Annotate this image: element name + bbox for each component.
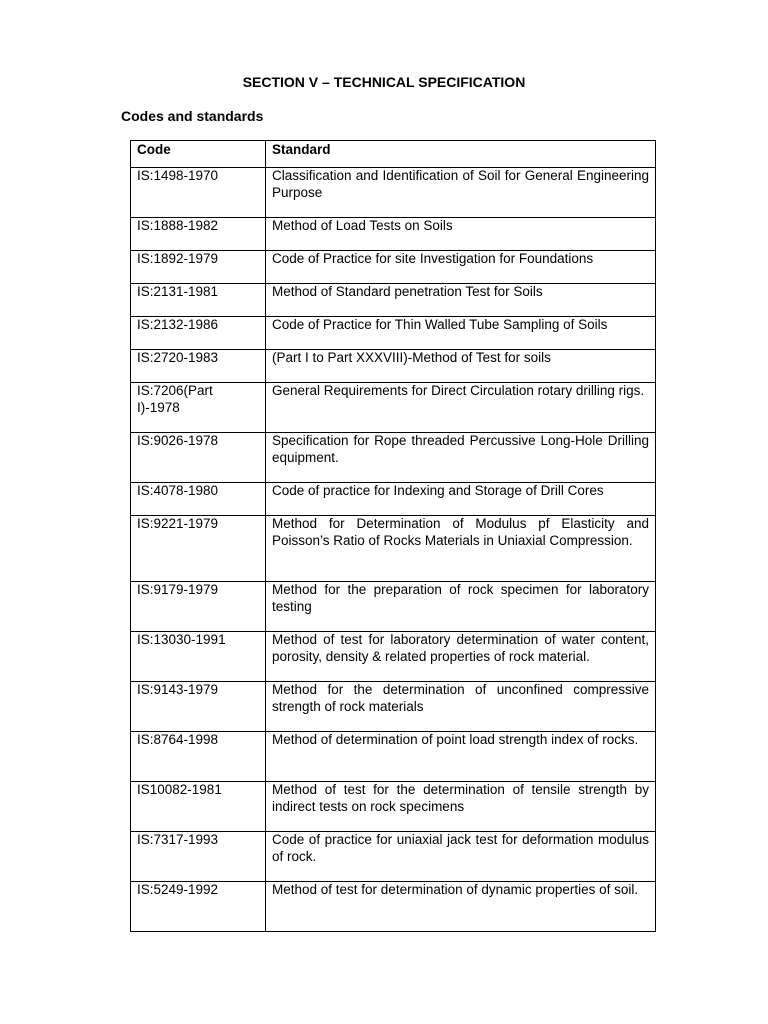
- subheading: Codes and standards: [121, 108, 264, 124]
- table-row: [131, 732, 656, 782]
- standard-cell: Code of Practice for Thin Walled Tube Sampling of Soils: [266, 317, 656, 350]
- code-cell: IS:9143-1979: [131, 682, 266, 732]
- code-cell: IS:9179-1979: [131, 582, 266, 632]
- standard-cell: Method of Standard penetration Test for Soils: [266, 284, 656, 317]
- code-cell: IS:4078-1980: [131, 483, 266, 516]
- table-row: [131, 284, 656, 317]
- standard-cell: Method for the determination of unconfined compressive strength of rock materials: [266, 682, 656, 732]
- code-cell: IS:1892-1979: [131, 251, 266, 284]
- code-cell: IS:1498-1970: [131, 168, 266, 218]
- standard-cell: Method of test for determination of dynamic properties of soil.: [266, 882, 656, 932]
- standard-cell: Method of test for laboratory determination of water content, porosity, density & related properties of rock material.: [266, 632, 656, 682]
- table-row: [131, 882, 656, 932]
- standard-cell: Method for the preparation of rock specimen for laboratory testing: [266, 582, 656, 632]
- code-cell: IS:7317-1993: [131, 832, 266, 882]
- code-cell: IS:2131-1981: [131, 284, 266, 317]
- standard-cell: Method for Determination of Modulus pf Elasticity and Poisson’s Ratio of Rocks Materials in Uniaxial Compression.: [266, 516, 656, 582]
- table-row: [131, 383, 656, 433]
- table-row: [131, 483, 656, 516]
- standard-cell: Code of Practice for site Investigation for Foundations: [266, 251, 656, 284]
- codes-standards-table: [130, 140, 656, 932]
- table-row: [131, 251, 656, 284]
- code-cell: IS:1888-1982: [131, 218, 266, 251]
- table-row: [131, 218, 656, 251]
- column-header-standard: Standard: [266, 141, 656, 168]
- code-cell: IS:2720-1983: [131, 350, 266, 383]
- code-cell: IS:8764-1998: [131, 732, 266, 782]
- code-cell: IS:9026-1978: [131, 433, 266, 483]
- standard-cell: Specification for Rope threaded Percussive Long-Hole Drilling equipment.: [266, 433, 656, 483]
- table-row: [131, 582, 656, 632]
- column-header-code: Code: [131, 141, 266, 168]
- table-row: [131, 350, 656, 383]
- table-row: [131, 682, 656, 732]
- standard-cell: Method of Load Tests on Soils: [266, 218, 656, 251]
- table-row: [131, 433, 656, 483]
- code-cell: IS:5249-1992: [131, 882, 266, 932]
- table-header-row: [131, 141, 656, 168]
- standard-cell: Method of test for the determination of tensile strength by indirect tests on rock specimens: [266, 782, 656, 832]
- standard-cell: Classification and Identification of Soil for General Engineering Purpose: [266, 168, 656, 218]
- table-row: [131, 317, 656, 350]
- code-cell: IS:13030-1991: [131, 632, 266, 682]
- table-body: [131, 168, 656, 932]
- code-cell: IS:9221-1979: [131, 516, 266, 582]
- standard-cell: General Requirements for Direct Circulation rotary drilling rigs.: [266, 383, 656, 433]
- section-title: SECTION V – TECHNICAL SPECIFICATION: [242, 74, 526, 90]
- table-row: [131, 782, 656, 832]
- code-cell: IS:7206(Part I)-1978: [131, 383, 266, 433]
- code-cell: IS10082-1981: [131, 782, 266, 832]
- table-row: [131, 632, 656, 682]
- standard-cell: Method of determination of point load strength index of rocks.: [266, 732, 656, 782]
- code-cell: IS:2132-1986: [131, 317, 266, 350]
- standard-cell: Code of practice for uniaxial jack test for deformation modulus of rock.: [266, 832, 656, 882]
- standard-cell: Code of practice for Indexing and Storage of Drill Cores: [266, 483, 656, 516]
- table-row: [131, 516, 656, 582]
- table-row: [131, 832, 656, 882]
- standard-cell: (Part I to Part XXXVIII)-Method of Test for soils: [266, 350, 656, 383]
- table-row: [131, 168, 656, 218]
